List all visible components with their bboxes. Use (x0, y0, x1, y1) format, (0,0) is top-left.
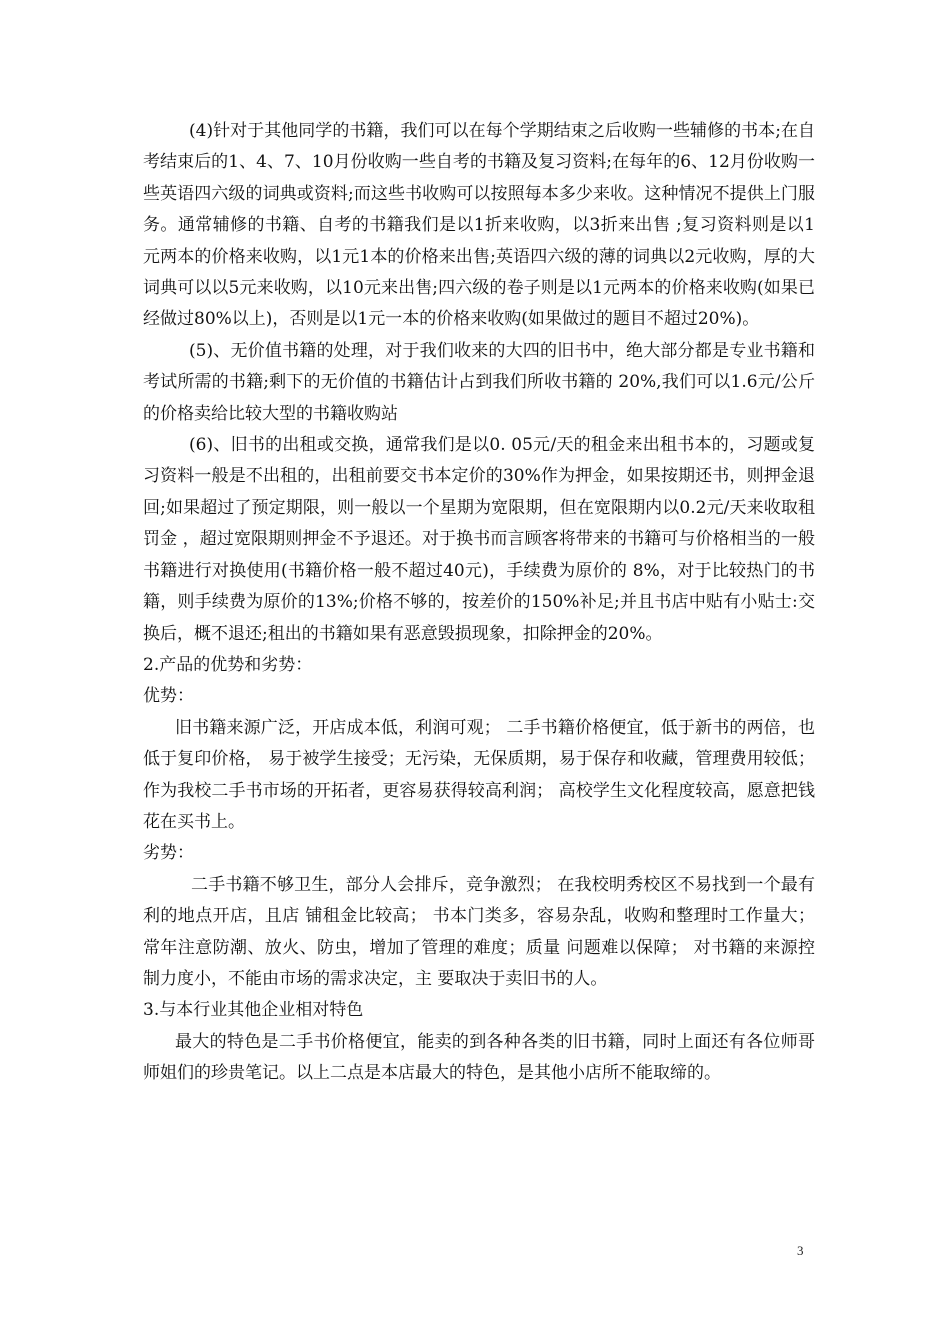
section-heading-pros-cons: 2.产品的优势和劣势： (143, 654, 313, 675)
paragraph-book-buyback: (4)针对于其他同学的书籍，我们可以在每个学期结束之后收购一些辅修的书本;在自考结束后的1、4、7、10月份收购一些自考的书籍及复习资料;在每年的6、12月份收购一些英语四六级的词典或资料;而这些书收购可以按照每本多少来收。这种情况不提供上门服务。通常辅修的书籍、自考的书籍我们是以1折来收购，以3折来出售 ;复习资料则是以1元两本的价格来收购，以1元1本的价格来出售;英语四六级的薄的词典以2元收购，厚的大词典可以以5元来收购，以10元来出售;四六级的卷子则是以1元两本的价格来收购(如果已经做过80%以上)，否则是以1元一本的价格来收购(如果做过的题目不超过20%)。 (143, 121, 815, 330)
paragraph-worthless-books: (5)、无价值书籍的处理，对于我们收来的大四的旧书中，绝大部分都是专业书籍和考试所需的书籍;剩下的无价值的书籍估计占到我们所收书籍的 20%,我们可以1.6元/公斤的价格卖给比较大型的书籍收购站 (143, 340, 815, 424)
document-body (143, 116, 815, 1090)
subheading-disadvantages: 劣势： (143, 843, 194, 864)
section-heading-features: 3.与本行业其他企业相对特色 (143, 1000, 364, 1021)
paragraph-rental-exchange: (6)、旧书的出租或交换，通常我们是以0. 05元/天的租金来出租书本的，习题或复习资料一般是不出租的，出租前要交书本定价的30%作为押金，如果按期还书，则押金退回;如果超过了预定期限，则一般以一个星期为宽限期，但在宽限期内以0.2元/天来收取租罚金 ，超过宽限期则押金不予退还。对于换书而言顾客将带来的书籍可与价格相当的一般书籍进行对换使用(书籍价格一般不超过40元)，手续费为原价的 8%，对于比较热门的书籍，则手续费为原价的13%;价格不够的，按差价的150%补足;并且书店中贴有小贴士:交换后，概不退还;租出的书籍如果有恶意毁损现象，扣除押金的20%。 (143, 435, 815, 644)
paragraph-advantages: 旧书籍来源广泛，开店成本低，利润可观； 二手书籍价格便宜，低于新书的两倍，也低于复印价格， 易于被学生接受；无污染，无保质期，易于保存和收藏，管理费用较低； 作为我校二手书市场的开拓者，更容易获得较高利润； 高校学生文化程度较高，愿意把钱花在买书上。 (143, 717, 815, 832)
paragraph-disadvantages: 二手书籍不够卫生，部分人会排斥，竞争激烈； 在我校明秀校区不易找到一个最有利的地点开店，且店 铺租金比较高； 书本门类多，容易杂乱，收购和整理时工作量大； 常年注意防潮、放火、防虫，增加了管理的难度；质量 问题难以保障； 对书籍的来源控制力度小，不能由市场的需求决定，主 要取决于卖旧书的人。 (143, 874, 815, 989)
subheading-advantages: 优势： (143, 686, 194, 707)
page-number: 3 (797, 1243, 804, 1258)
paragraph-features: 最大的特色是二手书价格便宜，能卖的到各种各类的旧书籍，同时上面还有各位师哥师姐们的珍贵笔记。以上二点是本店最大的特色，是其他小店所不能取缔的。 (143, 1031, 815, 1084)
